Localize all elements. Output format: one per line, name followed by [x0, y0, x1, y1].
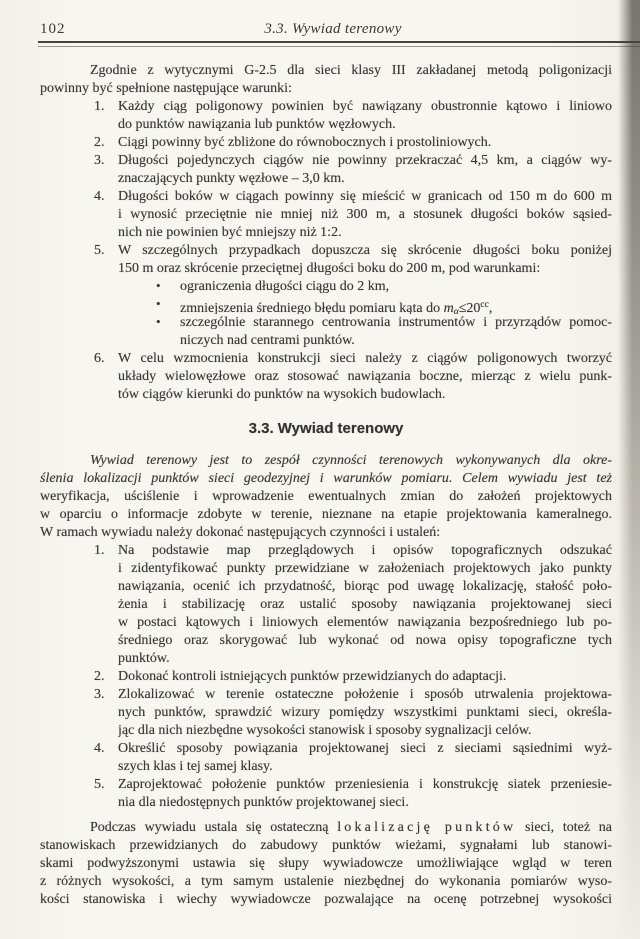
bullet-item — [118, 296, 612, 314]
text-line — [180, 296, 612, 314]
section-heading: 3.3. Wywiad terenowy — [248, 420, 404, 437]
scan-edge-shadow — [618, 0, 640, 939]
text-line: skami podwyższonymi ustawia się słupy wywiadowcze umożliwiające wgląd w teren — [40, 856, 612, 871]
text-line: Na podstawie map przeglądowych i opisów topograficznych odszukać — [118, 543, 612, 558]
page-content — [40, 62, 612, 909]
text-line: znaczających punkty węzłowe – 3,0 km. — [118, 171, 345, 186]
text-line: ślenia lokalizacji punktów sieci geodezyjnej i warunków pomiaru. Celem wywiadu jest też — [40, 471, 612, 486]
text-line: średniego oraz skorygować lub wykonać od nowa opisy topograficzne tych — [118, 633, 612, 648]
text-segment: , — [488, 300, 493, 314]
list-item-number: 3. — [94, 153, 105, 168]
text-line: i zidentyfikować punkty przewidziane w założeniach projektowych jako punkty — [118, 561, 612, 576]
list-item-number: 5. — [94, 777, 105, 792]
text-line: Zaprojektować położenie punktów przeniesienia i konstrukcję siatek przeniesie- — [118, 777, 612, 792]
text-line — [40, 819, 612, 837]
list-item-number: 2. — [94, 135, 105, 150]
text-line: szych klas i tej samej klasy. — [118, 759, 273, 774]
text-line: nich nie powinien być mniejszy niż 1:2. — [118, 225, 342, 240]
text-segment: lokalizację punktów — [337, 820, 517, 835]
text-line: żenia i stabilizację oraz ustalić sposoby nawiązania projektowanej sieci — [118, 597, 612, 612]
text-line: niczych nad centrami punktów. — [180, 333, 355, 348]
list-item — [40, 242, 612, 350]
text-line: Każdy ciąg poligonowy powinien być nawiązany obustronnie kątowo i liniowo — [118, 99, 612, 114]
list-item-number: 5. — [94, 243, 105, 258]
wywiad-definition-paragraph — [40, 452, 612, 542]
text-line: Długości pojedynczych ciągów nie powinny przekraczać 4,5 km, a ciągów wy- — [118, 153, 612, 168]
text-line: W celu wzmocnienia konstrukcji sieci należy z ciągów poligonowych tworzyć — [118, 351, 612, 366]
bullet-icon: • — [156, 314, 161, 329]
text-line: kości stanowiska i wiechy wywiadowcze pozwalające na ocenę potrzebnej wysokości — [40, 892, 612, 907]
text-line: punktów. — [118, 651, 170, 666]
text-line: Ciągi powinny być zbliżone do równobocznych i prostoliniowych. — [118, 135, 492, 150]
text-line: Dokonać kontroli istniejących punktów przewidzianych do adaptacji. — [118, 669, 507, 684]
closing-paragraph — [40, 819, 612, 909]
text-line: i wynosić przeciętnie nie mniej niż 300 m, a stosunek długości boków sąsied- — [118, 207, 612, 222]
text-segment: zmniejszenia średniego błędu pomiaru kąta do — [180, 300, 444, 314]
list-item-number: 4. — [94, 189, 105, 204]
page-header — [40, 21, 626, 39]
text-segment: sieci, toteż na — [516, 820, 612, 835]
text-line: w oparciu o informacje zdobyte w terenie, nieznane na etapie projektowania kameralnego. — [40, 507, 612, 522]
list-item-number: 1. — [94, 99, 105, 114]
activities-list — [40, 542, 612, 812]
bullet-item — [118, 314, 612, 350]
intro-paragraph — [40, 62, 612, 98]
text-line: nych punktów, sprawdzić wizury pomiędzy wszystkimi punktami sieci, określa- — [118, 705, 612, 720]
text-line: weryfikacja, uściślenie i wprowadzenie ewentualnych zmian do założeń projektowych — [40, 489, 612, 504]
conditions-list — [40, 98, 612, 404]
list-item — [40, 98, 612, 134]
list-item — [40, 188, 612, 242]
list-item — [40, 134, 612, 152]
list-item — [40, 542, 612, 668]
header-rule — [38, 41, 640, 47]
text-line: Zlokalizować w terenie ostateczne położenie i sposób utrwalenia projektowa- — [118, 687, 612, 702]
text-line: do punktów nawiązania lub punktów węzłowych. — [118, 117, 396, 132]
text-line: ograniczenia długości ciągu do 2 km, — [180, 279, 390, 294]
text-line: W szczególnych przypadkach dopuszcza się skrócenie długości boku poniżej — [118, 243, 612, 258]
list-item — [40, 740, 612, 776]
text-line: 150 m oraz skrócenie przeciętnej długości boku do 200 m, pod warunkami: — [118, 261, 541, 276]
text-segment: Podczas wywiadu ustala się ostateczną — [90, 820, 338, 835]
list-item-number: 4. — [94, 741, 105, 756]
text-line: Wywiad terenowy jest to zespół czynności terenowych wykonywanych dla okre- — [90, 453, 612, 468]
text-line: Długości boków w ciągach powinny się mieścić w granicach od 150 m do 600 m — [118, 189, 612, 204]
bullet-icon: • — [156, 278, 161, 293]
list-item-number: 2. — [94, 669, 105, 684]
list-item — [40, 686, 612, 740]
list-item-number: 1. — [94, 543, 105, 558]
text-segment: α — [453, 307, 459, 314]
text-segment: m — [443, 300, 454, 314]
list-item-number: 3. — [94, 687, 105, 702]
running-header-title: 3.3. Wywiad terenowy — [264, 21, 402, 37]
text-line: Zgodnie z wytycznymi G-2.5 dla sieci klasy III zakładanej metodą poligonizacji — [90, 63, 612, 78]
text-segment: cc — [480, 300, 489, 310]
text-line: jąc dla nich niezbędne wysokości stanowisk i sposoby sygnalizacji celów. — [118, 723, 532, 738]
list-item-number: 6. — [94, 351, 105, 366]
list-item — [40, 668, 612, 686]
text-line: Określić sposoby powiązania projektowanej sieci z sieciami sąsiednimi wyż- — [118, 741, 612, 756]
text-line: nia dla niedostępnych punktów projektowanej sieci. — [118, 795, 409, 810]
text-line: w postaci kątowych i liniowych elementów nawiązania bezpośredniego lub po- — [118, 615, 612, 630]
text-line: z różnych wysokości, a tym samym ustalenie niezbędnej do wykonania pomiarów wyso- — [40, 874, 612, 889]
text-line: układy wielowęzłowe oraz stosować nawiązania boczne, mierząc z wielu punk- — [118, 369, 612, 384]
text-line: W ramach wywiadu należy dokonać następujących czynności i ustaleń: — [40, 525, 441, 540]
list-item — [40, 152, 612, 188]
list-item — [40, 776, 612, 812]
text-line: powinny być spełnione następujące warunki: — [40, 81, 292, 96]
text-line: nawiązania, ocenić ich przydatność, biorąc pod uwagę lokalizację, stałość poło- — [118, 579, 612, 594]
text-line: tów ciągów kierunki do punktów na wysokich budowlach. — [118, 387, 446, 402]
page-number: 102 — [40, 21, 66, 37]
bullet-icon: • — [156, 296, 161, 311]
text-line: szczególnie starannego centrowania instrumentów i przyrządów pomoc- — [180, 315, 612, 330]
bullet-item — [118, 278, 612, 296]
list-item — [40, 350, 612, 404]
text-line: stanowiskach przewidzianych do zabudowy punktów wieżami, sygnałami lub stanowi- — [40, 838, 612, 853]
text-segment: ≤20 — [458, 300, 481, 314]
